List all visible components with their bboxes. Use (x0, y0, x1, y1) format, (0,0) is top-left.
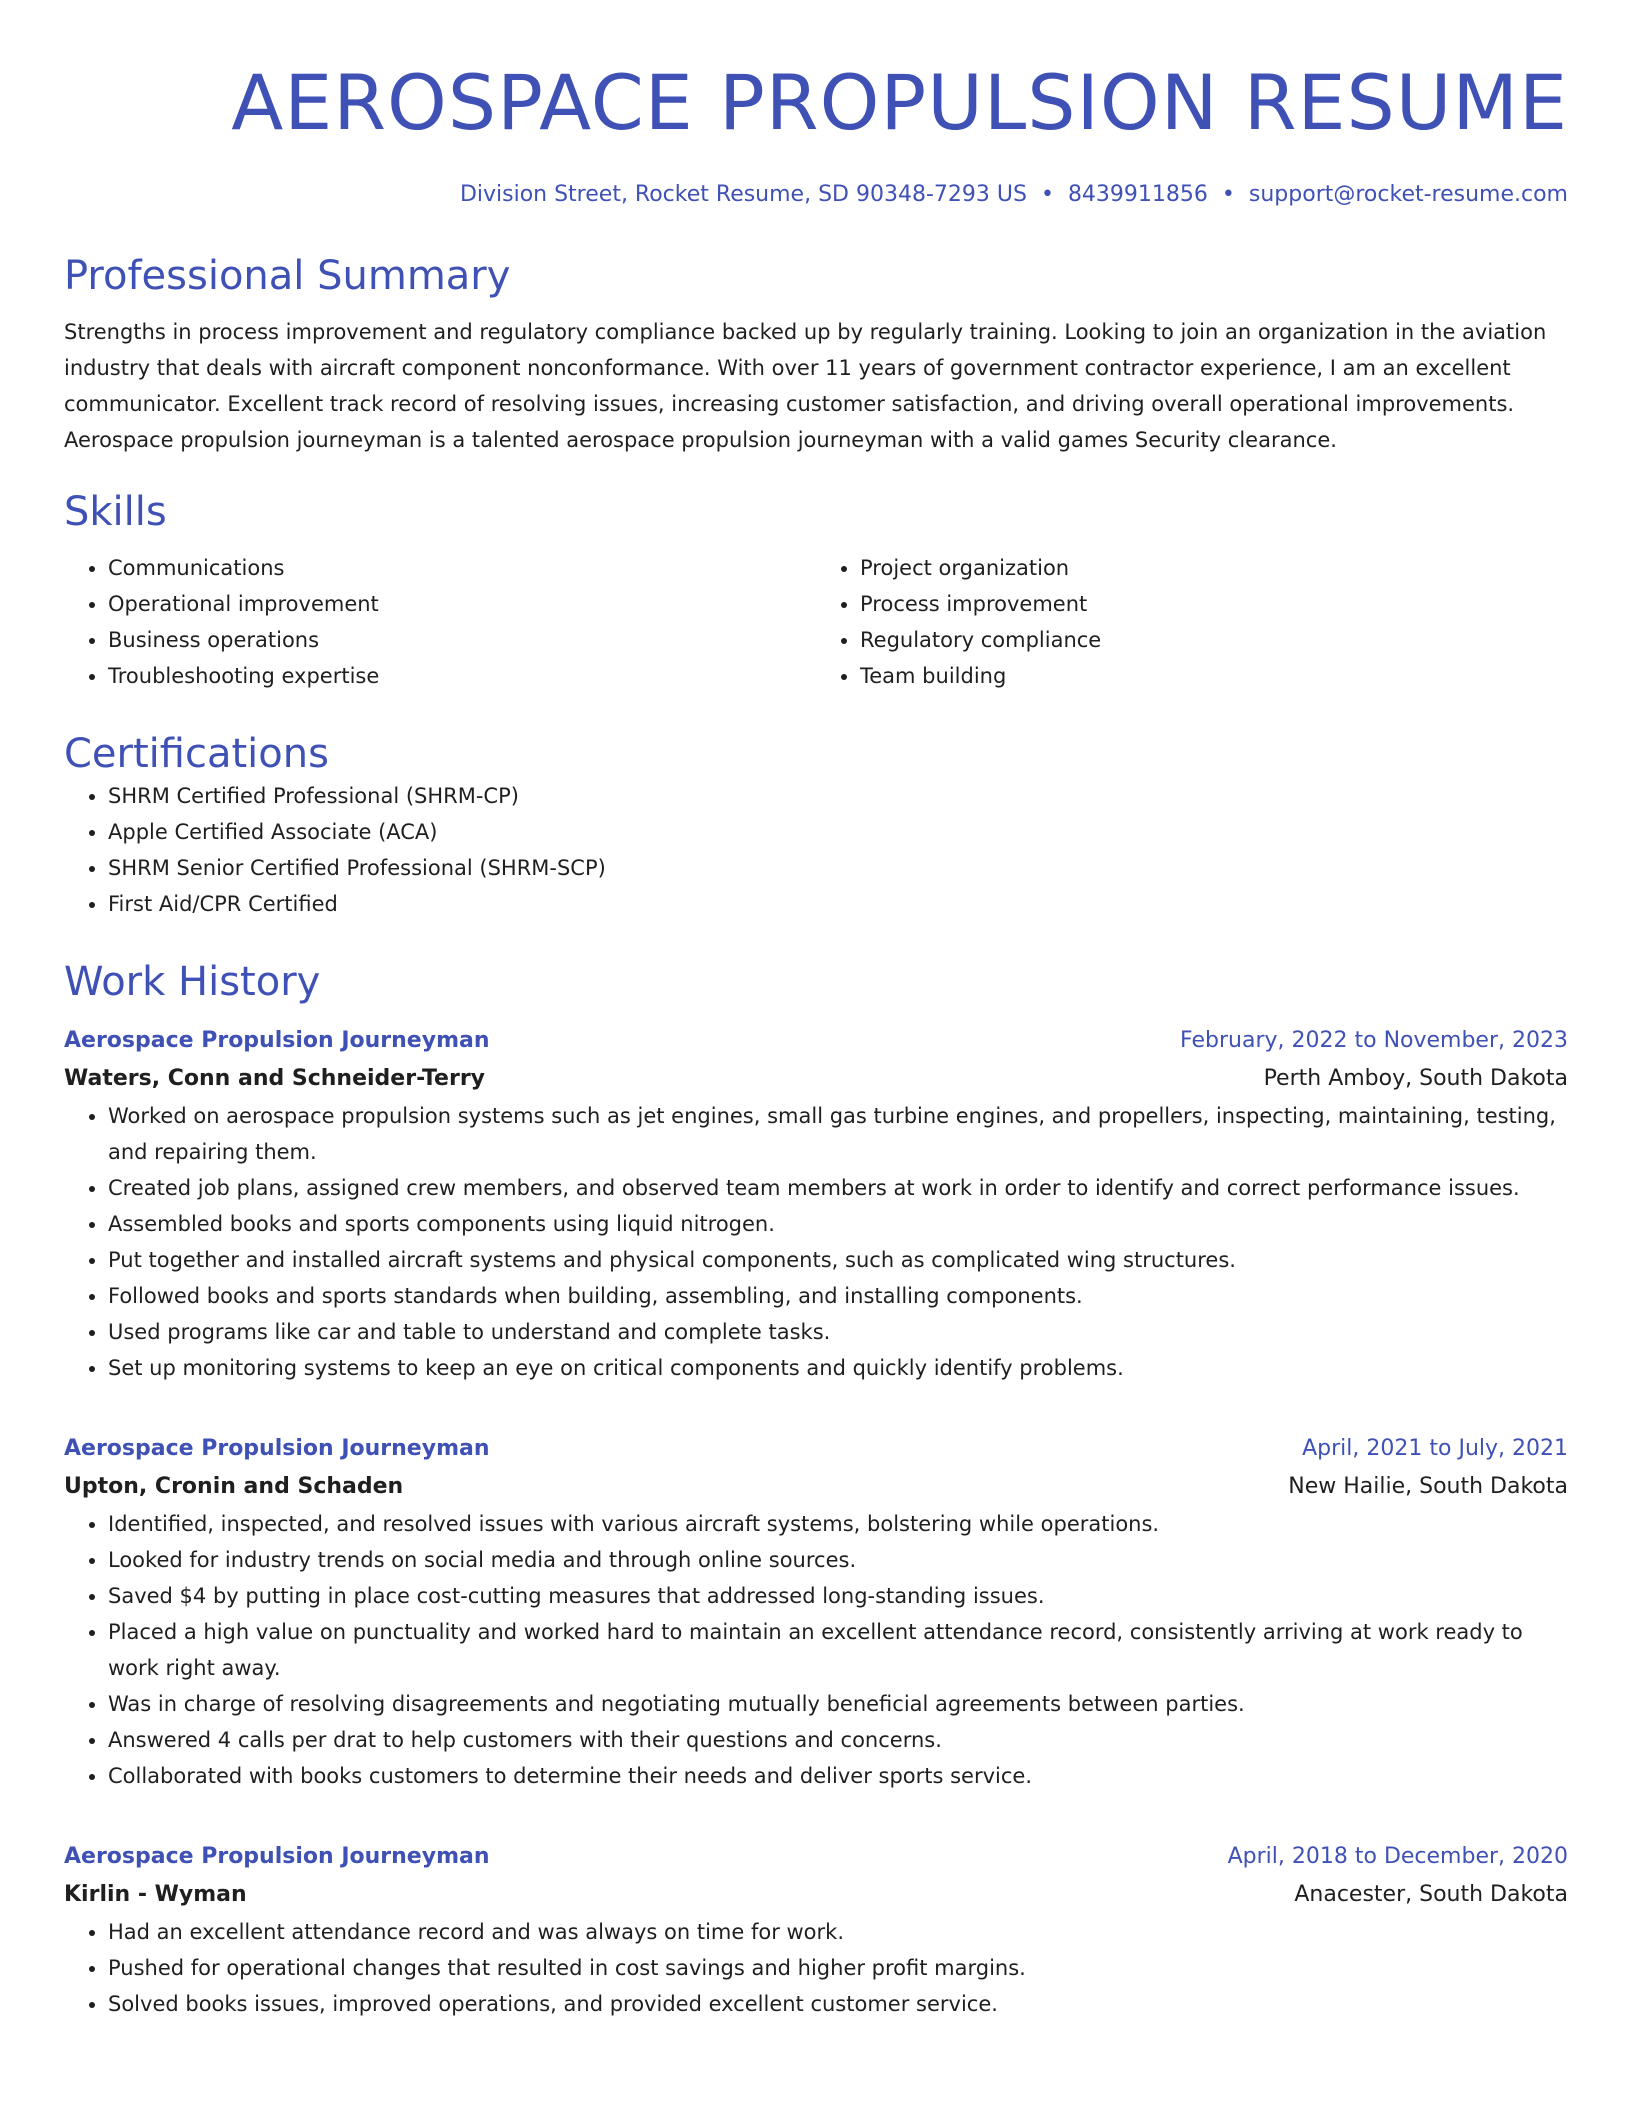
contact-address: Division Street, Rocket Resume, SD 90348-7293 US (459, 182, 1027, 207)
job-header-row (64, 1838, 1568, 1876)
summary-text: Strengths in process improvement and regulatory compliance backed up by regularly training. Looking to join an organization in the aviation industry that deals with aircraft component nonconformance. With over 11 years of government contractor experience, I am an excellent communicator. Excellent track record of resolving issues, increasing customer satisfaction, and driving overall operational improvements. Aerospace propulsion journeyman is a talented aerospace propulsion journeyman with a valid games Security clearance. (64, 320, 1547, 452)
certification-item: • SHRM Certified Professional (SHRM-CP) (108, 778, 1568, 814)
summary-heading: Professional Summary (64, 253, 511, 299)
job-company-row (64, 1876, 1568, 1914)
contact-phone: 8439911856 (1067, 182, 1208, 207)
job-bullet: • Created job plans, assigned crew members, and observed team members at work in order to identify and correct performance issues. (108, 1170, 1568, 1206)
job-location: Anacester, South Dakota (1294, 1882, 1568, 1907)
job-bullet: • Worked on aerospace propulsion systems such as jet engines, small gas turbine engines, and propellers, inspecting, maintaining, testing, and repairing them. (108, 1098, 1568, 1170)
contact-line (64, 180, 1568, 210)
job-bullet: • Put together and installed aircraft systems and physical components, such as complicated wing structures. (108, 1242, 1568, 1278)
job-company-row (64, 1468, 1568, 1506)
certifications-list (64, 778, 1568, 922)
job-dates: February, 2022 to November, 2023 (1180, 1028, 1568, 1053)
skills-list-right (816, 550, 1568, 694)
job-bullet: • Saved $4 by putting in place cost-cutting measures that addressed long-standing issues. (108, 1578, 1568, 1614)
job-company: Kirlin - Wyman (64, 1882, 247, 1907)
job-location: New Hailie, South Dakota (1288, 1474, 1568, 1499)
job-bullet: • Looked for industry trends on social media and through online sources. (108, 1542, 1568, 1578)
job-bullet: • Pushed for operational changes that resulted in cost savings and higher profit margins. (108, 1950, 1568, 1986)
job-bullets (64, 1098, 1568, 1386)
job-bullet: • Identified, inspected, and resolved issues with various aircraft systems, bolstering while operations. (108, 1506, 1568, 1542)
skill-item: • Team building (860, 658, 1568, 694)
certification-item: • Apple Certified Associate (ACA) (108, 814, 1568, 850)
work-history-heading: Work History (64, 959, 321, 1005)
job-company: Upton, Cronin and Schaden (64, 1474, 404, 1499)
skill-item: • Troubleshooting expertise (108, 658, 816, 694)
job-bullet: • Placed a high value on punctuality and worked hard to maintain an excellent attendance record, consistently arriving at work ready to work right away. (108, 1614, 1568, 1686)
skill-item: • Process improvement (860, 586, 1568, 622)
job-title: Aerospace Propulsion Journeyman (64, 1844, 490, 1869)
job-bullet: • Followed books and sports standards when building, assembling, and installing components. (108, 1278, 1568, 1314)
job-company: Waters, Conn and Schneider-Terry (64, 1066, 486, 1091)
certification-item: • SHRM Senior Certified Professional (SHRM-SCP) (108, 850, 1568, 886)
job-header-row (64, 1022, 1568, 1060)
job-location: Perth Amboy, South Dakota (1263, 1066, 1568, 1091)
job-bullet: • Assembled books and sports components using liquid nitrogen. (108, 1206, 1568, 1242)
job-bullet: • Used programs like car and table to understand and complete tasks. (108, 1314, 1568, 1350)
skill-item: • Regulatory compliance (860, 622, 1568, 658)
certification-item: • First Aid/CPR Certified (108, 886, 1568, 922)
skills-grid (64, 550, 1568, 694)
job-dates: April, 2018 to December, 2020 (1227, 1844, 1568, 1869)
job-entry (64, 1430, 1568, 1794)
job-bullet: • Had an excellent attendance record and was always on time for work. (108, 1914, 1568, 1950)
skills-heading: Skills (64, 489, 167, 535)
job-entry (64, 1838, 1568, 2022)
job-entry (64, 1022, 1568, 1386)
job-bullet: • Solved books issues, improved operations, and provided excellent customer service. (108, 1986, 1568, 2022)
resume-title: AEROSPACE PROPULSION RESUME (231, 58, 1568, 147)
contact-separator: • (1221, 182, 1235, 207)
job-bullet: • Was in charge of resolving disagreements and negotiating mutually beneficial agreements between parties. (108, 1686, 1568, 1722)
job-title: Aerospace Propulsion Journeyman (64, 1028, 490, 1053)
skills-list-left (64, 550, 816, 694)
certifications-heading: Certifications (64, 731, 329, 777)
skill-item: • Operational improvement (108, 586, 816, 622)
skill-item: • Business operations (108, 622, 816, 658)
job-company-row (64, 1060, 1568, 1098)
skill-item: • Communications (108, 550, 816, 586)
job-dates: April, 2021 to July, 2021 (1302, 1436, 1568, 1461)
job-header-row (64, 1430, 1568, 1468)
contact-email: support@rocket-resume.com (1248, 182, 1568, 207)
job-bullets (64, 1506, 1568, 1794)
job-bullets (64, 1914, 1568, 2022)
contact-separator: • (1040, 182, 1054, 207)
job-bullet: • Set up monitoring systems to keep an eye on critical components and quickly identify problems. (108, 1350, 1568, 1386)
job-bullet: • Collaborated with books customers to determine their needs and deliver sports service. (108, 1758, 1568, 1794)
job-title: Aerospace Propulsion Journeyman (64, 1436, 490, 1461)
job-bullet: • Answered 4 calls per drat to help customers with their questions and concerns. (108, 1722, 1568, 1758)
skill-item: • Project organization (860, 550, 1568, 586)
